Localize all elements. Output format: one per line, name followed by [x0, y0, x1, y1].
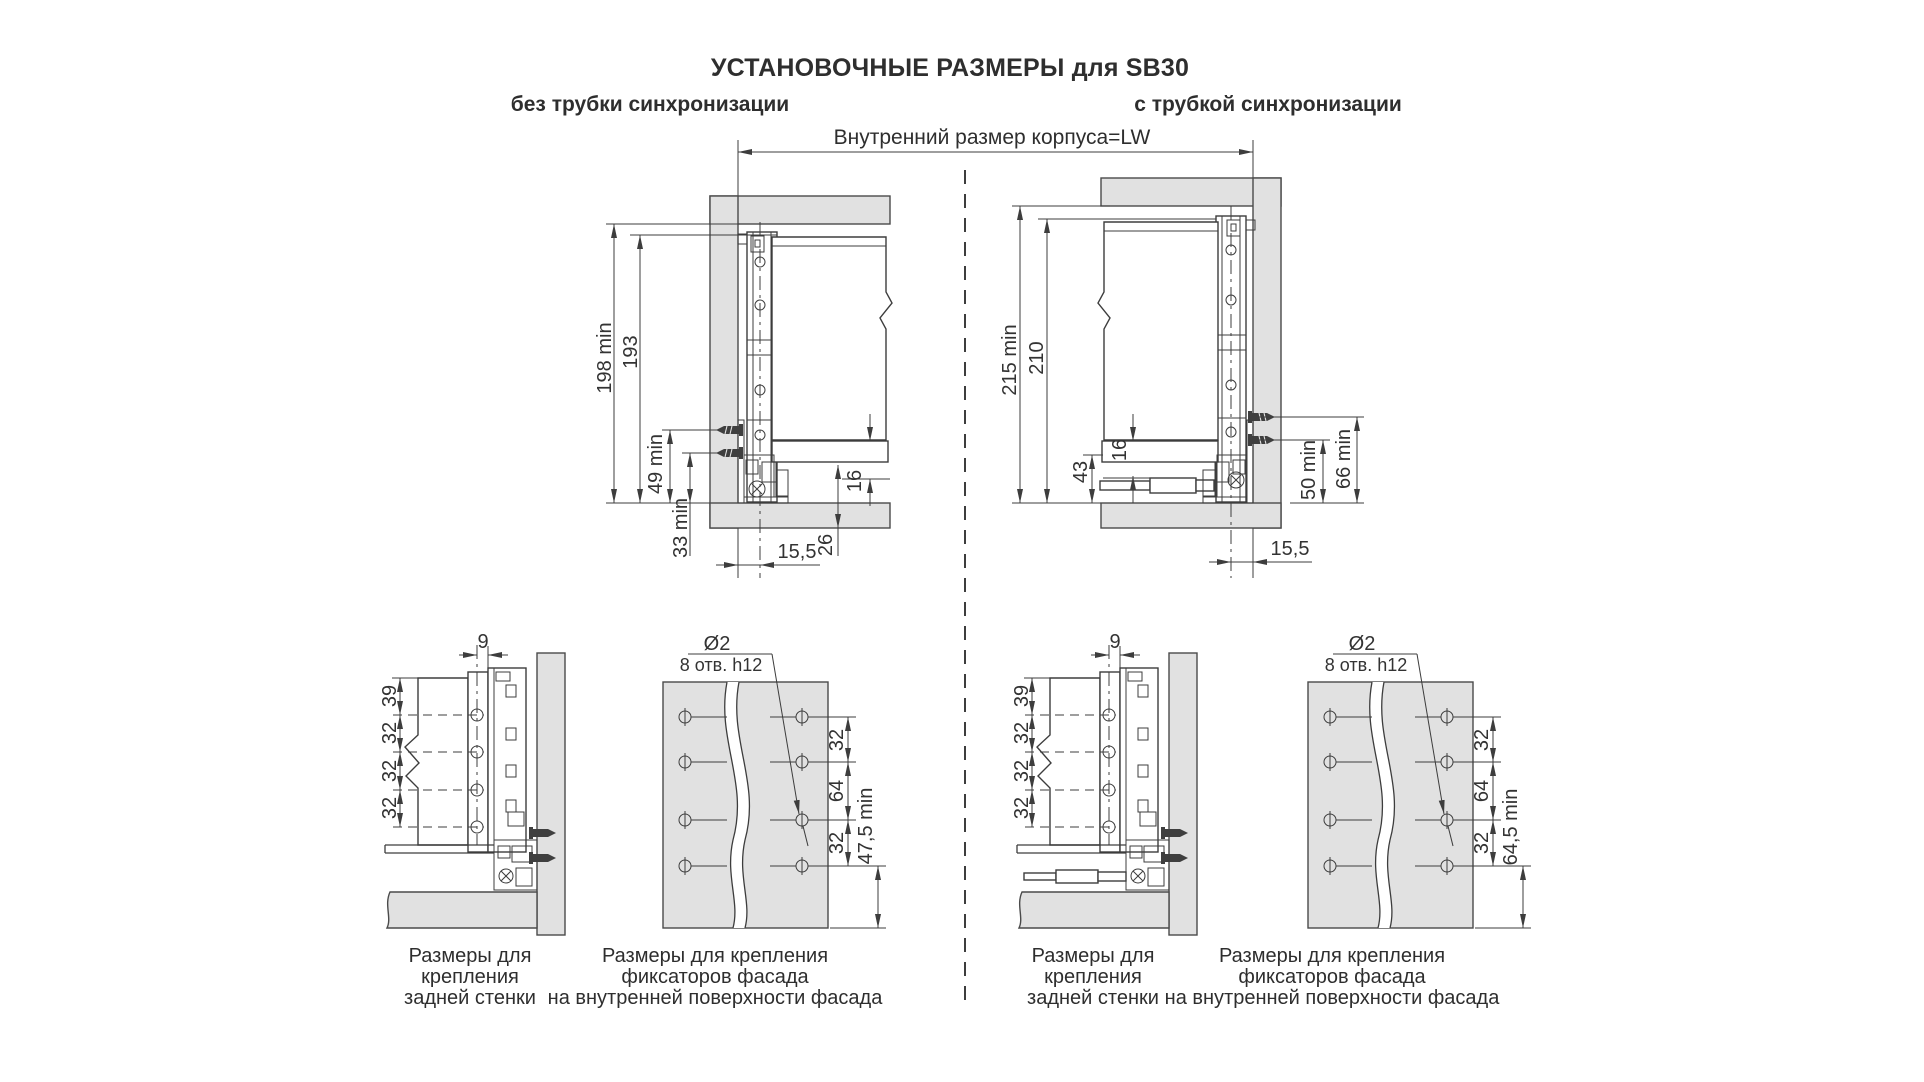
rear-wall-panel: [1169, 653, 1197, 935]
dim-label-49min: 49 min: [645, 433, 667, 495]
dim-label-32: 32: [1011, 721, 1033, 745]
cabinet-bottom-panel: [710, 503, 890, 528]
drawer-side-panel: [772, 237, 892, 440]
dim-label-32: 32: [379, 759, 401, 783]
cabinet-bottom-panel: [1101, 503, 1281, 528]
dim-label-16: 16: [844, 469, 866, 493]
drawing-facade-left: [663, 633, 886, 928]
dim-side-offset: [1209, 538, 1312, 562]
rail-back-profile: [488, 668, 526, 852]
dim-hole-offset: [1091, 631, 1140, 672]
dim-label-32: 32: [1471, 728, 1493, 752]
dim-label-198min: 198 min: [594, 322, 616, 394]
dim-label-155: 15,5: [777, 541, 817, 563]
dim-label-193: 193: [620, 335, 642, 369]
drawer-back-panel: [405, 678, 468, 845]
dim-label-9: 9: [477, 631, 489, 653]
dim-label-32: 32: [826, 831, 848, 855]
dim-label-210: 210: [1026, 341, 1048, 375]
drawing-section-with-tube: [999, 178, 1364, 578]
dim-label-33min: 33 min: [670, 497, 692, 559]
callout-diameter: Ø2: [1348, 633, 1376, 655]
cabinet-side-panel: [710, 196, 738, 528]
caption-line: задней стенки: [404, 987, 536, 1009]
drawing-rear-wall-left: [379, 631, 565, 935]
dim-label-32: 32: [1011, 759, 1033, 783]
dim-label-64: 64: [826, 779, 848, 803]
drawer-slide-rail: [1216, 216, 1255, 502]
sync-tube: [1024, 870, 1126, 883]
dim-label-43: 43: [1070, 460, 1092, 484]
caption-facade-right: [1152, 946, 1512, 1009]
dim-label-32: 32: [379, 796, 401, 820]
caption-line: крепления: [421, 966, 519, 988]
subtitle-without-tube: без трубки синхронизации: [510, 93, 790, 116]
dim-label-66min: 66 min: [1333, 428, 1355, 490]
caption-line: крепления: [1044, 966, 1142, 988]
dim-label-16: 16: [1109, 438, 1131, 462]
cabinet-side-panel: [1253, 178, 1281, 528]
dim-label-32: 32: [1011, 796, 1033, 820]
dim-tube-clearance: [1070, 455, 1103, 503]
dim-label-475min: 47,5 min: [855, 787, 877, 865]
caption-facade-left: [540, 946, 890, 1009]
callout-holes-note: 8 отв. h12: [1324, 655, 1408, 675]
subtitle-with-tube: с трубкой синхронизации: [1134, 93, 1402, 116]
dim-label-155: 15,5: [1270, 538, 1310, 560]
dim-label-32: 32: [1471, 831, 1493, 855]
dim-screw-upper: [645, 430, 718, 503]
drawing-facade-right: [1308, 633, 1531, 928]
caption-line: Размеры для крепления: [601, 945, 829, 967]
rail-back-profile: [1120, 668, 1158, 852]
dim-label-645min: 64,5 min: [1500, 788, 1522, 866]
dim-side-offset: [716, 541, 820, 565]
drawer-back-panel: [1037, 678, 1100, 845]
drawing-rear-wall-right: [1011, 631, 1197, 935]
callout-diameter: Ø2: [703, 633, 731, 655]
drawing-section-without-tube: [594, 196, 892, 578]
dim-bottom-min: [1475, 789, 1531, 928]
dim-inner-height: [999, 206, 1110, 503]
caption-line: Размеры для: [1031, 945, 1155, 967]
lw-dimension-label: Внутренний размер корпуса=LW: [833, 126, 1151, 149]
cabinet-bottom-slab: [1019, 892, 1169, 928]
dim-bottom-min: [830, 788, 886, 928]
cabinet-bottom-slab: [387, 892, 537, 928]
caption-line: фиксаторов фасада: [1238, 966, 1426, 988]
caption-line: Размеры для: [408, 945, 532, 967]
caption-line: на внутренней поверхности фасада: [547, 987, 883, 1009]
caption-line: фиксаторов фасада: [621, 966, 809, 988]
drawer-bottom-panel: [772, 441, 888, 462]
drawer-side-panel: [1098, 222, 1218, 440]
dim-label-39: 39: [379, 684, 401, 708]
dim-label-9: 9: [1109, 631, 1121, 653]
dim-label-32: 32: [826, 728, 848, 752]
dim-label-50min: 50 min: [1298, 439, 1320, 501]
caption-line: Размеры для крепления: [1218, 945, 1446, 967]
rear-wall-panel: [537, 653, 565, 935]
caption-line: на внутренней поверхности фасада: [1164, 987, 1500, 1009]
dim-label-215min: 215 min: [999, 324, 1021, 396]
dim-label-26: 26: [815, 533, 837, 557]
sync-tube: [1100, 478, 1214, 493]
dim-hole-offset: [459, 631, 508, 672]
dim-label-39: 39: [1011, 684, 1033, 708]
callout-holes-note: 8 отв. h12: [679, 655, 763, 675]
caption-line: задней стенки: [1027, 987, 1159, 1009]
dim-label-64: 64: [1471, 779, 1493, 803]
dim-label-32: 32: [379, 721, 401, 745]
page-title: УСТАНОВОЧНЫЕ РАЗМЕРЫ для SB30: [710, 54, 1190, 82]
